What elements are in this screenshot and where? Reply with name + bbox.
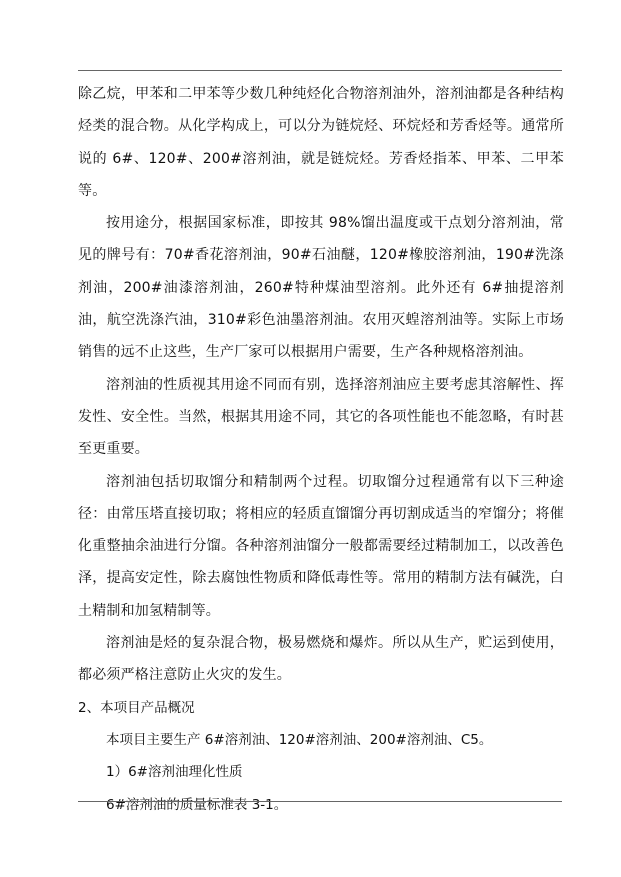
paragraph-solvent-properties: 溶剂油的性质视其用途不同而有别，选择溶剂油应主要考虑其溶解性、挥发性、安全性。当然，根据其用途不同，其它的各项性能也不能忽略，有时甚至更重要。	[78, 376, 564, 458]
paragraph-fire-safety: 溶剂油是烃的复杂混合物，极易燃烧和爆炸。所以从生产，贮运到使用，都必须严格注意防止火灾的发生。	[78, 635, 564, 684]
section-heading: 2、本项目产品概况	[78, 699, 195, 716]
paragraph-solvent-grades: 按用途分，根据国家标准，即按其 98%馏出温度或干点划分溶剂油，常见的牌号有：70#香花溶剂油，90#石油醚，120#橡胶溶剂油，190#洗涤剂油，200#油漆溶剂油，260#特种煤油型溶剂。此外还有 6#抽提溶剂油，航空洗涤汽油，310#彩色油墨溶剂油。农用灭蝗溶剂油等。实际上市场销售的远不止这些，生产厂家可以根据用户需要，生产各种规格溶剂油。	[78, 215, 564, 361]
paragraph-solvent-process: 溶剂油包括切取馏分和精制两个过程。切取馏分过程通常有以下三种途径：由常压塔直接切取；将相应的轻质直馏馏分再切割成适当的窄馏分；将催化重整抽余油进行分馏。各种溶剂油馏分一般都需要经过精制加工，以改善色泽，提高安定性，除去腐蚀性物质和降低毒性等。常用的精制方法有碱洗，白土精制和加氢精制等。	[78, 473, 564, 619]
subsection-text: 6#溶剂油的质量标准表 3-1。	[106, 796, 288, 813]
header-rule	[78, 70, 562, 71]
subsection-heading: 1）6#溶剂油理化性质	[106, 764, 243, 781]
section-intro: 本项目主要生产 6#溶剂油、120#溶剂油、200#溶剂油、C5。	[106, 731, 493, 748]
paragraph-solvent-composition: 除乙烷，甲苯和二甲苯等少数几种纯烃化合物溶剂油外，溶剂油都是各种结构烃类的混合物。从化学构成上，可以分为链烷烃、环烷烃和芳香烃等。通常所说的 6#、120#、200#溶剂油，就是链烷烃。芳香烃指苯、甲苯、二甲苯等。	[78, 86, 564, 199]
footer-rule	[78, 801, 562, 802]
document-body	[78, 78, 564, 821]
